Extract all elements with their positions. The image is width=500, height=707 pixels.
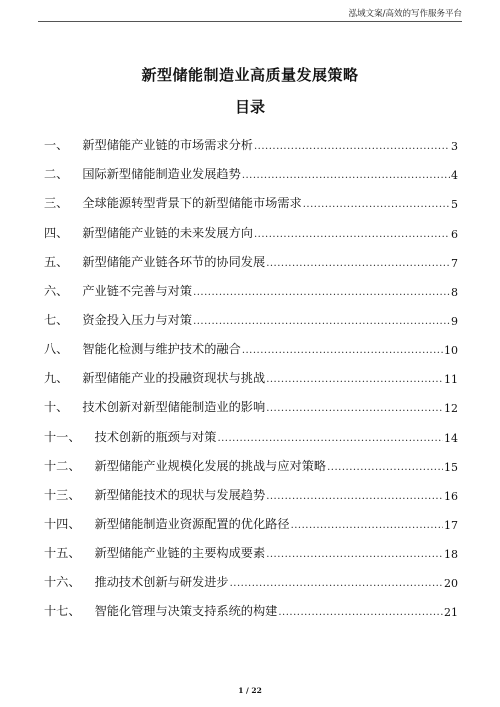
toc-heading: 目录 (234, 98, 265, 116)
toc-entry-number: 十五、 (44, 546, 81, 561)
toc-list (44, 126, 458, 621)
toc-entry-page: 3 (451, 140, 458, 154)
toc-entry-page: 6 (451, 227, 458, 241)
toc-entry-page: 18 (444, 548, 458, 562)
toc-entry[interactable] (44, 359, 458, 388)
toc-entry-number: 七、 (44, 312, 69, 327)
toc-entry-title: 推动技术创新与研发进步 (94, 575, 229, 590)
toc-leader-dots (327, 462, 443, 476)
toc-leader-dots (254, 229, 450, 243)
toc-leader-dots (303, 199, 450, 213)
toc-entry-title: 产业链不完善与对策 (82, 283, 193, 298)
toc-entry-number: 二、 (44, 167, 69, 182)
toc-entry-page: 20 (444, 577, 458, 591)
toc-entry-title: 新型储能制造业资源配置的优化路径 (94, 516, 290, 531)
toc-leader-dots (217, 433, 443, 447)
header-divider (38, 21, 462, 22)
toc-entry-page: 11 (444, 373, 458, 387)
toc-leader-dots (266, 374, 443, 388)
toc-entry-page: 21 (444, 606, 458, 620)
toc-leader-dots (242, 170, 450, 184)
toc-entry-title: 全球能源转型背景下的新型储能市场需求 (82, 196, 302, 211)
toc-entry-title: 新型储能产业链的市场需求分析 (82, 138, 253, 153)
toc-entry-page: 15 (444, 460, 458, 474)
toc-entry[interactable] (44, 505, 458, 534)
toc-entry[interactable] (44, 213, 458, 242)
toc-entry-number: 九、 (44, 371, 69, 386)
toc-entry-title: 新型储能技术的现状与发展趋势 (94, 487, 266, 502)
toc-entry-number: 六、 (44, 283, 69, 298)
toc-entry-page: 12 (444, 402, 458, 416)
toc-entry-page: 8 (451, 285, 458, 299)
toc-leader-dots (242, 345, 443, 359)
toc-entry-number: 十六、 (44, 575, 81, 590)
toc-leader-dots (266, 258, 450, 272)
toc-entry-title: 技术创新对新型储能制造业的影响 (82, 400, 266, 415)
toc-entry-page: 10 (444, 344, 458, 358)
toc-leader-dots (278, 607, 443, 621)
toc-entry-page: 9 (451, 314, 458, 328)
toc-entry-page: 7 (451, 256, 458, 270)
toc-entry-title: 新型储能产业的投融资现状与挑战 (82, 371, 266, 386)
toc-leader-dots (266, 491, 443, 505)
toc-entry-number: 三、 (44, 196, 69, 211)
toc-entry-number: 十二、 (44, 458, 81, 473)
toc-entry[interactable] (44, 272, 458, 301)
toc-entry[interactable] (44, 243, 458, 272)
toc-entry[interactable] (44, 534, 458, 563)
toc-leader-dots (254, 141, 450, 155)
toc-entry-title: 智能化检测与维护技术的融合 (82, 342, 241, 357)
toc-entry-title: 新型储能产业规模化发展的挑战与应对策略 (94, 458, 327, 473)
toc-leader-dots (230, 578, 443, 592)
toc-entry-number: 十、 (44, 400, 69, 415)
toc-entry-number: 四、 (44, 225, 69, 240)
toc-entry-page: 5 (451, 198, 458, 212)
toc-leader-dots (291, 520, 443, 534)
toc-entry-number: 十三、 (44, 487, 81, 502)
toc-entry-number: 十一、 (44, 429, 81, 444)
toc-entry-page: 17 (444, 518, 458, 532)
toc-entry[interactable] (44, 301, 458, 330)
toc-entry[interactable] (44, 592, 458, 621)
toc-entry-page: 4 (451, 169, 458, 183)
toc-entry[interactable] (44, 184, 458, 213)
toc-entry-number: 十七、 (44, 604, 81, 619)
toc-entry[interactable] (44, 447, 458, 476)
toc-entry[interactable] (44, 155, 458, 184)
toc-entry-number: 一、 (44, 138, 69, 153)
toc-leader-dots (266, 403, 443, 417)
toc-entry-title: 技术创新的瓶颈与对策 (94, 429, 217, 444)
toc-leader-dots (193, 287, 450, 301)
page-number: 1 / 22 (238, 686, 262, 695)
toc-entry-title: 资金投入压力与对策 (82, 312, 193, 327)
toc-entry-title: 新型储能产业链各环节的协同发展 (82, 254, 266, 269)
toc-entry[interactable] (44, 476, 458, 505)
header-brand-text: 泓域文案/高效的写作服务平台 (348, 9, 462, 19)
document-title: 新型储能制造业高质量发展策略 (141, 66, 359, 84)
toc-leader-dots (266, 549, 443, 563)
toc-leader-dots (193, 316, 450, 330)
toc-entry[interactable] (44, 330, 458, 359)
toc-entry-number: 五、 (44, 254, 69, 269)
toc-entry-title: 新型储能产业链的未来发展方向 (82, 225, 253, 240)
toc-entry-number: 十四、 (44, 516, 81, 531)
toc-entry[interactable] (44, 126, 458, 155)
toc-entry[interactable] (44, 563, 458, 592)
toc-entry[interactable] (44, 388, 458, 417)
toc-entry[interactable] (44, 417, 458, 446)
toc-entry-page: 14 (444, 431, 458, 445)
toc-entry-number: 八、 (44, 342, 69, 357)
toc-entry-page: 16 (444, 489, 458, 503)
toc-entry-title: 智能化管理与决策支持系统的构建 (94, 604, 278, 619)
toc-entry-title: 国际新型储能制造业发展趋势 (82, 167, 241, 182)
toc-entry-title: 新型储能产业链的主要构成要素 (94, 546, 266, 561)
